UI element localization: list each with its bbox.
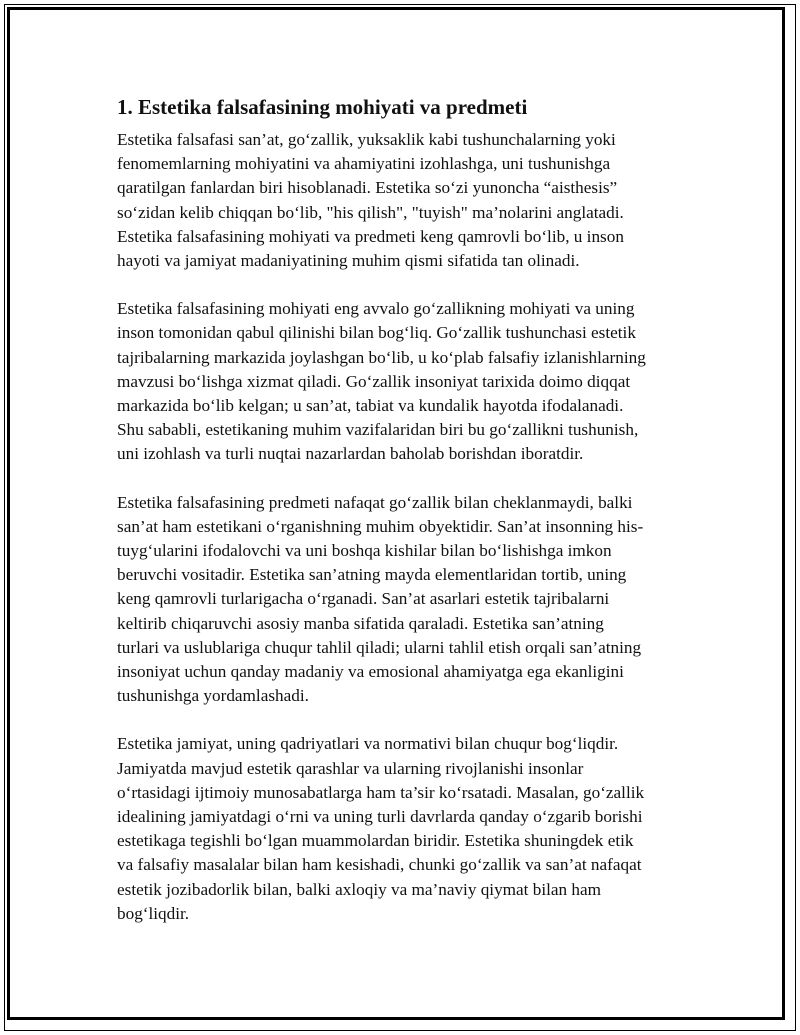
text-line: san’at ham estetikani o‘rganishning muhim obyektidir. San’at insonning his- xyxy=(117,516,644,536)
text-line: va falsafiy masalalar bilan ham kesishadi, chunki go‘zallik va san’at nafaqat xyxy=(117,855,642,875)
text-line: tajribalarning markazida joylashgan bo‘lib, u ko‘plab falsafiy izlanishlarning xyxy=(117,347,646,367)
text-line: bog‘liqdir. xyxy=(117,903,190,923)
text-line: Estetika falsafasi san’at, go‘zallik, yuksaklik kabi tushunchalarning yoki xyxy=(117,130,616,149)
text-line: qaratilgan fanlardan biri hisoblanadi. Estetika so‘zi yunoncha “aisthesis” xyxy=(117,178,618,198)
text-line: Estetika falsafasining predmeti nafaqat go‘zallik bilan cheklanmaydi, balki xyxy=(117,492,633,512)
text-line: Jamiyatda mavjud estetik qarashlar va ularning rivojlanishi insonlar xyxy=(117,758,584,778)
text-line: o‘rtasidagi ijtimoiy munosabatlarga ham ta’sir ko‘rsatadi. Masalan, go‘zallik xyxy=(117,782,645,802)
text-line: turlari va uslublariga chuqur tahlil qiladi; ularni tahlil etish orqali san’atning xyxy=(117,637,642,657)
paragraph-2 xyxy=(117,297,685,466)
text-line: insoniyat uchun qanday madaniy va emosional ahamiyatga ega ekanligini xyxy=(117,662,624,682)
text-line: so‘zidan kelib chiqqan bo‘lib, "his qilish", "tuyish" ma’nolarini anglatadi. xyxy=(117,202,624,222)
text-line: Estetika falsafasining mohiyati va predmeti keng qamrovli bo‘lib, u inson xyxy=(117,226,624,246)
document-body xyxy=(117,94,685,950)
text-line: Estetika jamiyat, uning qadriyatlari va normativi bilan chuqur bog‘liqdir. xyxy=(117,734,619,754)
text-line: Estetika falsafasining mohiyati eng avvalo go‘zallikning mohiyati va uning xyxy=(117,299,635,319)
text-line: uni izohlash va turli nuqtai nazarlardan baholab borishdan iboratdir. xyxy=(117,444,584,464)
text-line: keltirib chiqaruvchi asosiy manba sifatida qaraladi. Estetika san’atning xyxy=(117,613,604,633)
text-line: beruvchi vositadir. Estetika san’atning mayda elementlaridan tortib, uning xyxy=(117,565,627,585)
paragraph-3 xyxy=(117,491,685,709)
text-line: Shu sababli, estetikaning muhim vazifalaridan biri bu go‘zallikni tushunish, xyxy=(117,420,639,440)
text-line: mavzusi bo‘lishga xizmat qiladi. Go‘zallik insoniyat tarixida doimo diqqat xyxy=(117,371,631,391)
text-line: inson tomonidan qabul qilinishi bilan bog‘liq. Go‘zallik tushunchasi estetik xyxy=(117,323,636,343)
text-line: markazida bo‘lib kelgan; u san’at, tabiat va kundalik hayotda ifodalanadi. xyxy=(117,396,624,416)
text-line: tuyg‘ularini ifodalovchi va uni boshqa kishilar bilan bo‘lishishga imkon xyxy=(117,541,612,561)
text-line: estetikaga tegishli bo‘lgan muammolardan biridir. Estetika shuningdek etik xyxy=(117,831,634,851)
paragraph-4 xyxy=(117,732,685,926)
text-line: tushunishga yordamlashadi. xyxy=(117,686,309,706)
text-line: estetik jozibadorlik bilan, balki axloqiy va ma’naviy qiymat bilan ham xyxy=(117,879,601,899)
text-line: keng qamrovli turlarigacha o‘rganadi. San’at asarlari estetik tajribalarni xyxy=(117,589,610,609)
text-line: fenomemlarning mohiyatini va ahamiyatini izohlashga, uni tushunishga xyxy=(117,154,611,174)
text-line: idealining jamiyatdagi o‘rni va uning turli davrlarda qanday o‘zgarib borishi xyxy=(117,807,643,827)
text-line: hayoti va jamiyat madaniyatining muhim qismi sifatida tan olinadi. xyxy=(117,251,580,271)
section-heading: 1. Estetika falsafasining mohiyati va predmeti xyxy=(117,95,528,119)
paragraph-1 xyxy=(117,128,685,273)
